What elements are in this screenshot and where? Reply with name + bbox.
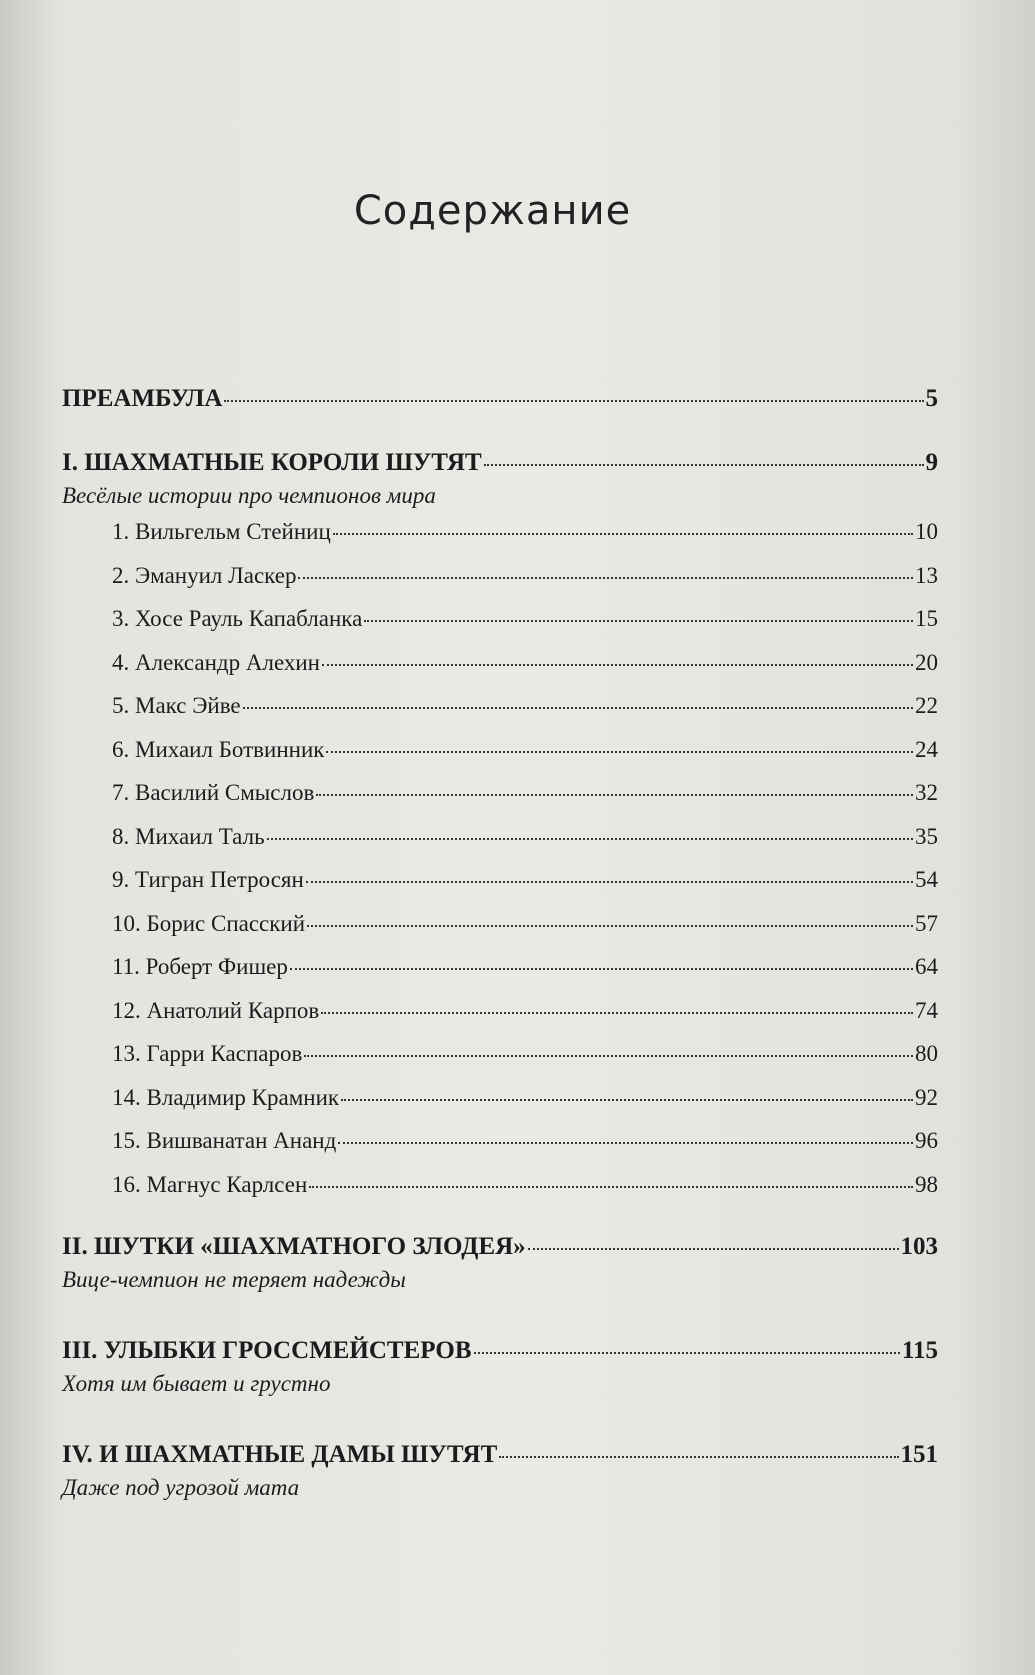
dot-leader [333,533,913,535]
dot-leader [309,1186,913,1188]
toc-entry[interactable] [62,650,938,694]
toc-page-number: 103 [900,1233,938,1260]
toc-entry[interactable] [62,824,938,868]
toc-page-number: 74 [915,997,938,1023]
toc-entry[interactable] [62,780,938,824]
toc-section-part-1[interactable] [62,449,938,483]
toc-page-number: 32 [915,780,938,805]
toc-section-label: III. УЛЫБКИ ГРОССМЕЙСТЕРОВ [62,1337,472,1364]
toc-entry-label: 12. Анатолий Карпов [112,997,320,1023]
toc-entry-label: 13. Гарри Каспаров [112,1041,303,1066]
toc-entry-label: 14. Владимир Крамник [112,1084,340,1110]
toc-entry-label: 3. Хосе Рауль Капабланка [112,606,363,631]
toc-page-number: 64 [915,954,938,979]
toc-entry[interactable] [62,867,938,911]
dot-leader [341,1099,913,1101]
toc-entry-label: 9. Тигран Петросян [112,867,304,892]
toc-page-number: 54 [915,867,938,892]
toc-page-number: 9 [925,449,938,476]
toc-entry[interactable] [62,606,938,650]
toc-section-subtitle: Хотя им бывает и грустно [62,1371,331,1396]
dot-leader [316,794,913,796]
dot-leader [290,968,913,970]
toc-entry[interactable] [62,911,938,955]
toc-section-subtitle: Вице-чемпион не теряет надежды [62,1267,406,1292]
dot-leader [338,1142,913,1144]
toc-section-subtitle: Весёлые истории про чемпионов мира [62,483,436,508]
toc-entry-label: 4. Александр Алехин [112,649,320,675]
toc-entry[interactable] [62,519,938,563]
toc-page-number: 98 [915,1171,938,1197]
dot-leader [321,1012,913,1014]
toc-entry[interactable] [62,998,938,1042]
toc-entry-label: 2. Эмануил Ласкер [112,562,297,588]
dot-leader [364,620,913,622]
toc-entry[interactable] [62,693,938,737]
dot-leader [306,881,913,883]
toc-entry-label: 15. Вишванатан Ананд [112,1128,337,1153]
toc-entry-label: 1. Вильгельм Стейниц [112,519,331,544]
dot-leader [474,1352,900,1354]
toc-entry[interactable] [62,1041,938,1085]
dot-leader [224,400,923,402]
toc-page-number: 80 [915,1041,938,1066]
toc-page-number: 92 [915,1084,938,1110]
dot-leader [484,464,924,466]
dot-leader [307,925,913,927]
dot-leader [243,707,913,709]
dot-leader [267,838,913,840]
toc-entry[interactable] [62,1172,938,1216]
toc-section-label: II. ШУТКИ «ШАХМАТНОГО ЗЛОДЕЯ» [62,1233,526,1260]
toc-page-number: 115 [901,1337,938,1364]
toc-section-subtitle: Даже под угрозой мата [62,1475,300,1500]
toc-section-part-2[interactable] [62,1233,938,1267]
table-of-contents [62,385,938,1505]
toc-page-number: 151 [900,1441,938,1468]
dot-leader [499,1456,898,1458]
toc-page-number: 57 [915,910,938,936]
toc-section-part-3[interactable] [62,1337,938,1371]
toc-entry[interactable] [62,954,938,998]
toc-entry[interactable] [62,563,938,607]
toc-page-number: 24 [915,736,938,762]
dot-leader [528,1248,899,1250]
toc-page-number: 35 [915,823,938,849]
dot-leader [326,751,913,753]
toc-entry-label: 7. Василий Смыслов [112,780,315,805]
toc-entry-label: 10. Борис Спасский [112,910,306,936]
toc-section-label: IV. И ШАХМАТНЫЕ ДАМЫ ШУТЯТ [62,1441,498,1468]
toc-section-part-4[interactable] [62,1441,938,1475]
toc-entry-label: 8. Михаил Таль [112,823,265,849]
toc-page-number: 13 [915,562,938,588]
toc-page-number: 96 [915,1128,938,1153]
toc-page-number: 5 [925,385,938,412]
toc-page-number: 10 [915,519,938,544]
toc-entry-label: 6. Михаил Ботвинник [112,736,325,762]
toc-page-number: 15 [915,606,938,631]
toc-section-label: I. ШАХМАТНЫЕ КОРОЛИ ШУТЯТ [62,449,482,476]
toc-entry[interactable] [62,1085,938,1129]
toc-entry[interactable] [62,1128,938,1172]
toc-entry-label: 11. Роберт Фишер [112,954,288,979]
toc-page-number: 22 [915,693,938,718]
toc-page-number: 20 [915,649,938,675]
dot-leader [322,664,913,666]
toc-section-label: ПРЕАМБУЛА [62,385,223,412]
toc-entry-list [62,519,938,1215]
toc-entry-label: 16. Магнус Карлсен [112,1171,308,1197]
page-title: Содержание [353,188,632,234]
toc-entry[interactable] [62,737,938,781]
toc-section-preamble[interactable] [62,385,938,419]
toc-entry-label: 5. Макс Эйве [112,693,241,718]
dot-leader [298,577,913,579]
dot-leader [304,1055,913,1057]
